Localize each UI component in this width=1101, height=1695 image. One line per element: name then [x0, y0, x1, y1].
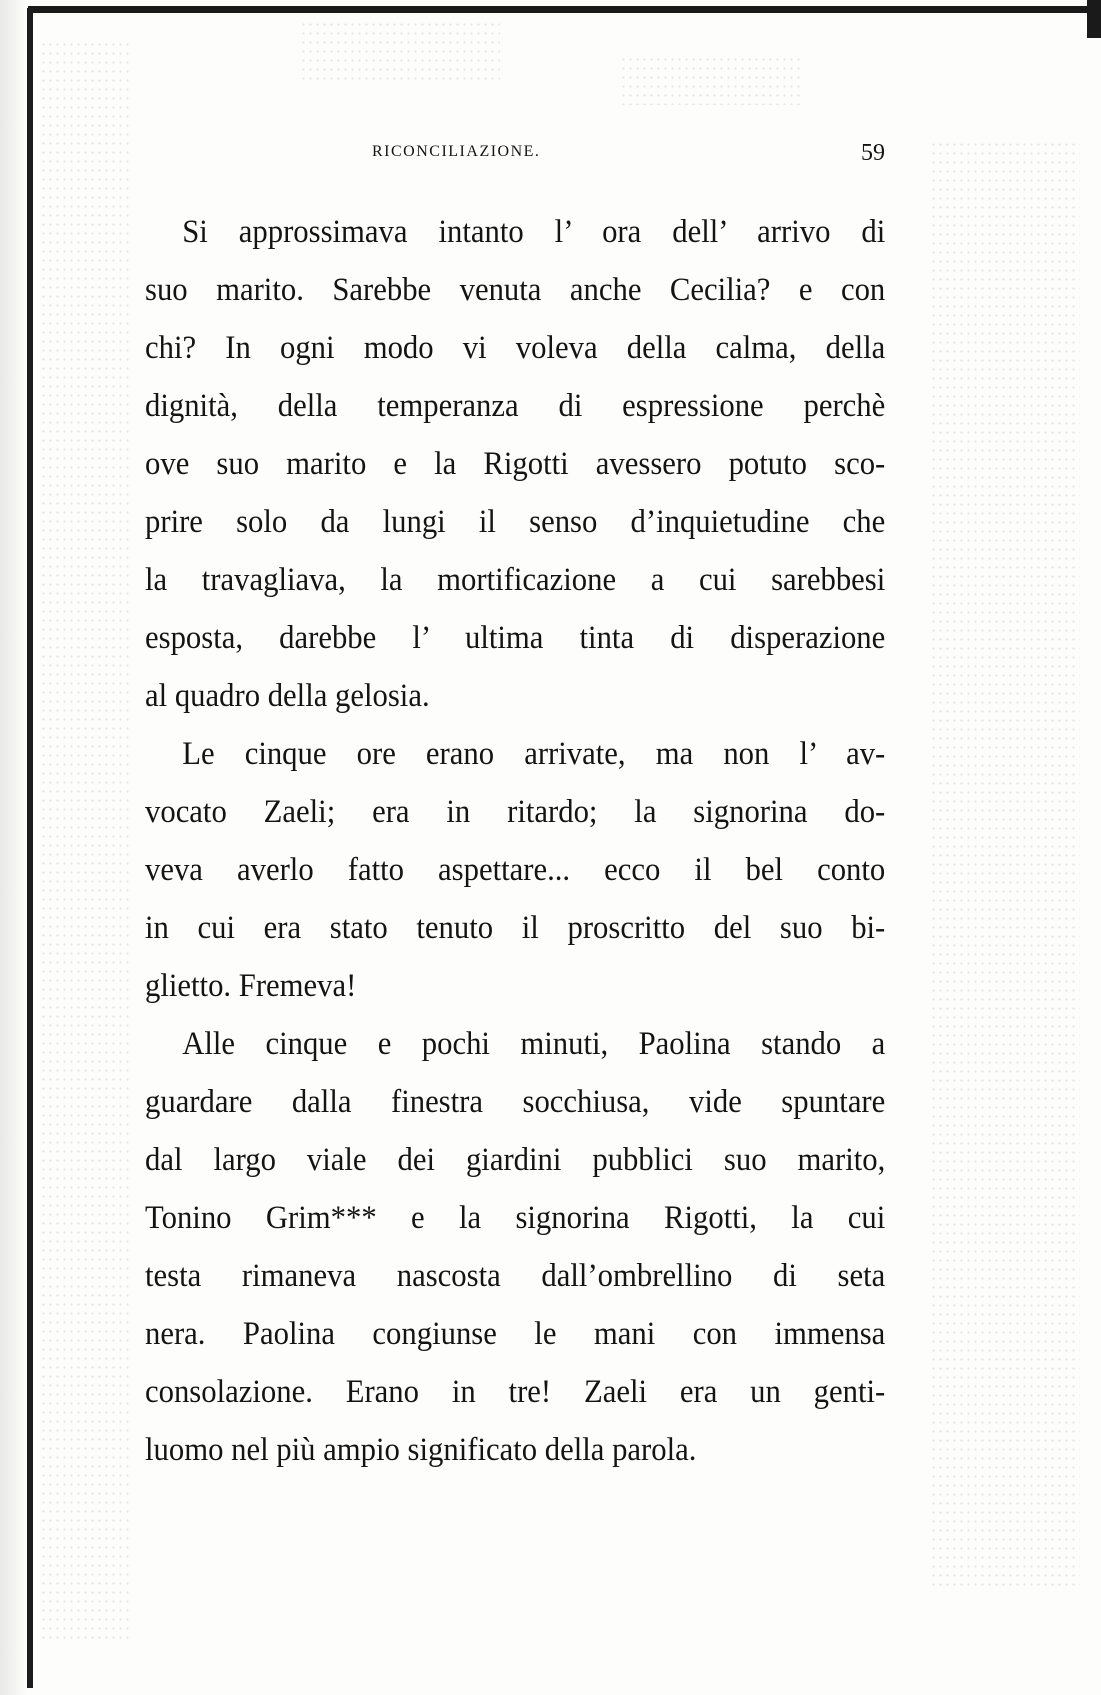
text-line: Le cinque ore erano arrivate, ma non l’ av-: [182, 736, 886, 772]
text-line: guardare dalla finestra socchiusa, vide spuntare: [145, 1084, 886, 1120]
running-title: RICONCILIAZIONE.: [372, 143, 541, 160]
page-top-edge: [28, 6, 1088, 13]
text-line: Si approssimava intanto l’ ora dell’ arrivo di: [182, 214, 886, 250]
text-line: in cui era stato tenuto il proscritto del suo bi-: [145, 910, 886, 946]
body-text: [145, 203, 885, 1479]
text-line: dignità, della temperanza di espressione perchè: [145, 388, 886, 424]
scan-noise: [620, 55, 800, 105]
text-line: consolazione. Erano in tre! Zaeli era un genti-: [145, 1374, 886, 1410]
text-line: chi? In ogni modo vi voleva della calma, della: [145, 330, 886, 366]
text-line: testa rimaneva nascosta dall’ombrellino di seta: [145, 1258, 886, 1294]
text-line: al quadro della gelosia.: [145, 678, 430, 714]
text-line: dal largo viale dei giardini pubblici suo marito,: [145, 1142, 886, 1178]
text-line: esposta, darebbe l’ ultima tinta di disperazione: [145, 620, 886, 656]
paragraph: [145, 1015, 885, 1479]
text-line: veva averlo fatto aspettare... ecco il bel conto: [145, 852, 886, 888]
paragraph: [145, 725, 885, 1015]
page-binding-edge: [27, 8, 33, 1688]
text-line: Alle cinque e pochi minuti, Paolina stando a: [182, 1026, 886, 1062]
text-line: suo marito. Sarebbe venuta anche Cecilia? e con: [145, 272, 886, 308]
text-line: luomo nel più ampio significato della parola.: [145, 1432, 697, 1468]
running-header: [145, 140, 885, 167]
page-edge-shadow: [0, 0, 27, 1695]
text-line: la travagliava, la mortificazione a cui sarebbesi: [145, 562, 886, 598]
text-line: nera. Paolina congiunse le mani con immensa: [145, 1316, 886, 1352]
text-line: prire solo da lungi il senso d’inquietudine che: [145, 504, 886, 540]
page-corner-mark: [1087, 0, 1101, 38]
text-line: Tonino Grim*** e la signorina Rigotti, la cui: [145, 1200, 886, 1236]
page-number: 59: [861, 140, 885, 166]
scan-noise: [40, 40, 130, 1640]
text-line: glietto. Fremeva!: [145, 968, 357, 1004]
text-line: vocato Zaeli; era in ritardo; la signorina do-: [145, 794, 886, 830]
scan-noise: [930, 140, 1080, 1590]
text-line: ove suo marito e la Rigotti avessero potuto sco-: [145, 446, 886, 482]
scan-noise: [300, 20, 500, 80]
paragraph: [145, 203, 885, 725]
